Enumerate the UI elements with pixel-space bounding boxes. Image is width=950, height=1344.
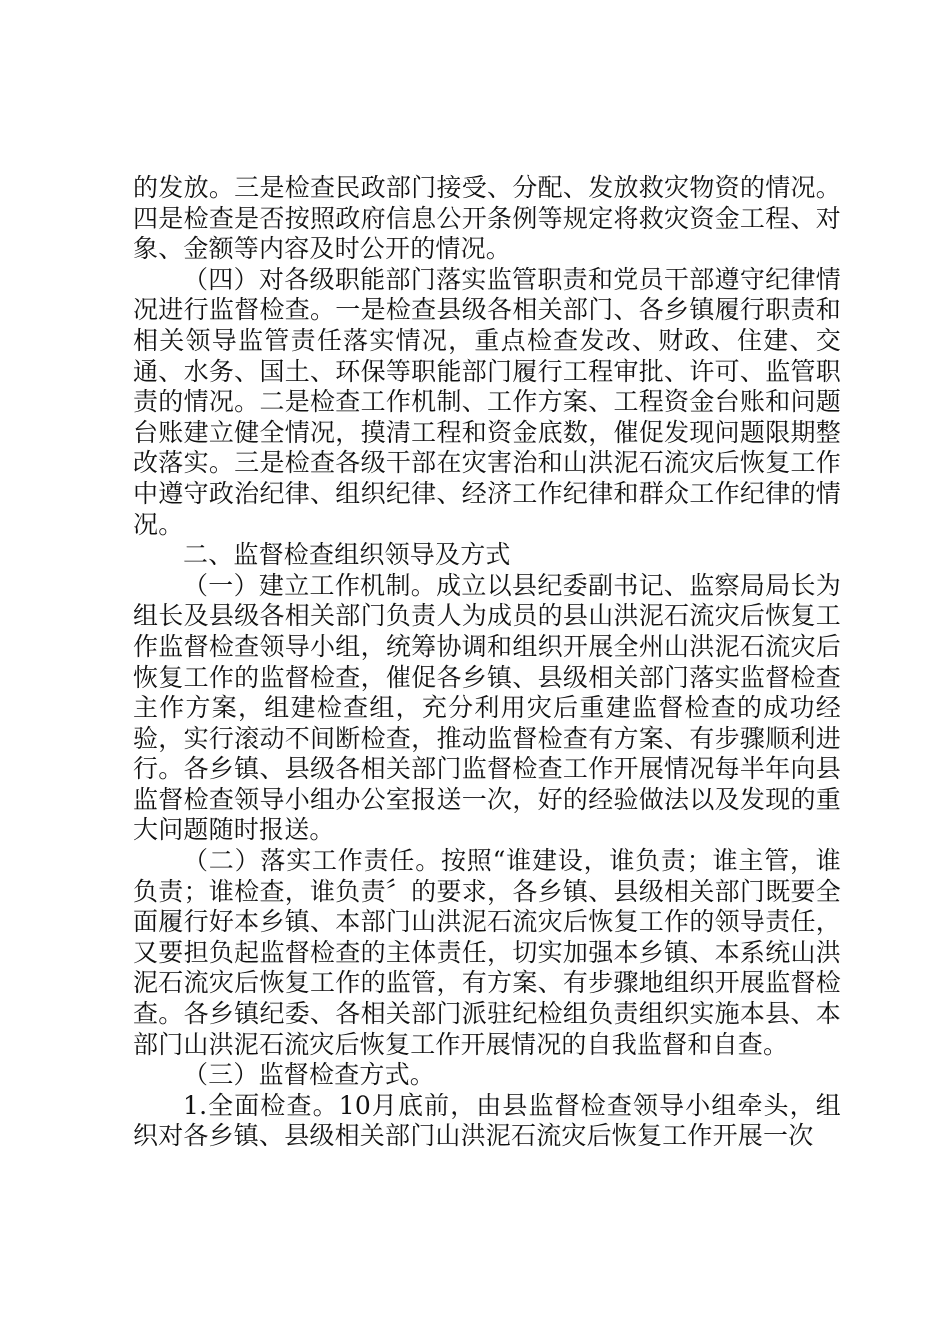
- paragraph-section-four: （四）对各级职能部门落实监管职责和党员干部遵守纪律情况进行监督检查。一是检查县级各相关部门、各乡镇履行职责和相关领导监管责任落实情况，重点检查发改、财政、住建、交通、水务、国土、环保等职能部门履行工程审批、许可、监管职责的情况。二是检查工作机制、工作方案、工程资金台账和问题台账建立健全情况，摸清工程和资金底数，催促发现问题限期整改落实。三是检查各级干部在灾害治和山洪泥石流灾后恢复工作中遵守政治纪律、组织纪律、经济工作纪律和群众工作纪律的情况。: [133, 264, 841, 539]
- paragraph-work-mechanism: （一）建立工作机制。成立以县纪委副书记、监察局局长为组长及县级各相关部门负责人为成员的县山洪泥石流灾后恢复工作监督检查领导小组，统筹协调和组织开展全州山洪泥石流灾后恢复工作的监督检查，催促各乡镇、县级相关部门落实监督检查主作方案，组建检查组，充分利用灾后重建监督检查的成功经验，实行滚动不间断检查，推动监督检查有方案、有步骤顺利进行。各乡镇、县级各相关部门监督检查工作开展情况每半年向县监督检查领导小组办公室报送一次，好的经验做法以及发现的重大问题随时报送。: [133, 570, 841, 845]
- paragraph-relief-supplies: 的发放。三是检查民政部门接受、分配、发放救灾物资的情况。四是检查是否按照政府信息公开条例等规定将救灾资金工程、对象、金额等内容及时公开的情况。: [133, 173, 841, 264]
- paragraph-inspection-methods: （三）监督检查方式。: [183, 1060, 436, 1090]
- paragraph-full-inspection: 1.全面检查。10月底前，由县监督检查领导小组牵头，组织对各乡镇、县级相关部门山洪泥石流灾后恢复工作开展一次: [133, 1090, 841, 1151]
- paragraph-work-responsibility: （二）落实工作责任。按照“谁建设，谁负责；谁主管，谁负责；谁检查，谁负责〞的要求，各乡镇、县级相关部门既要全面履行好本乡镇、本部门山洪泥石流灾后恢复工作的领导责任，又要担负起监督检查的主体责任，切实加强本乡镇、本系统山洪泥石流灾后恢复工作的监管，有方案、有步骤地组织开展监督检查。各乡镇纪委、各相关部门派驻纪检组负责组织实施本县、本部门山洪泥石流灾后恢复工作开展情况的自我监督和自查。: [133, 846, 841, 1059]
- heading-organization: 二、监督检查组织领导及方式: [183, 540, 511, 570]
- document-body: [133, 173, 841, 1152]
